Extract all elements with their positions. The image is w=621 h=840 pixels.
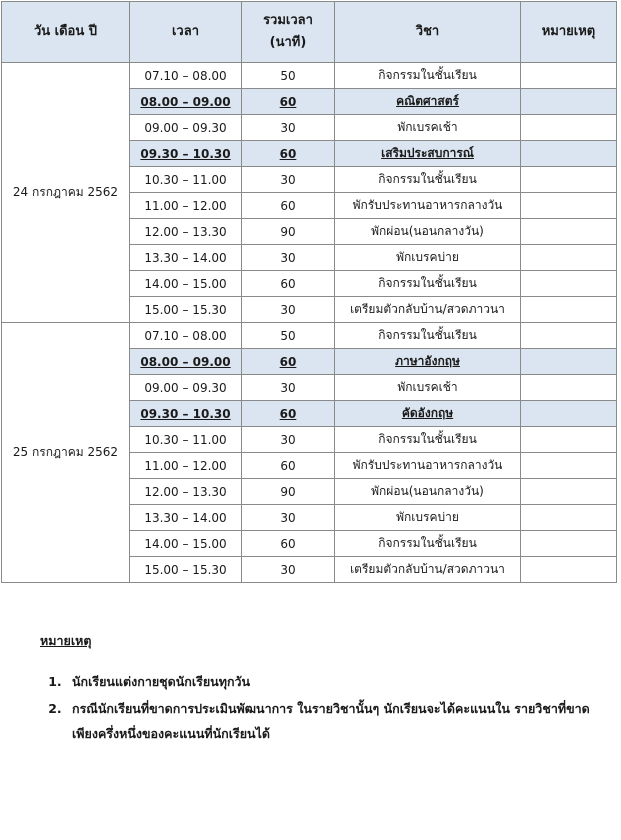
time-cell: 15.00 – 15.30 [130, 297, 242, 323]
notes-title: หมายเหตุ [40, 633, 92, 648]
minutes-cell: 30 [242, 505, 335, 531]
minutes-cell: 60 [242, 271, 335, 297]
remark-cell [521, 219, 617, 245]
table-row [2, 63, 617, 89]
header-subject: วิชา [335, 2, 521, 63]
subject-cell: กิจกรรมในชั้นเรียน [335, 427, 521, 453]
header-total-minutes [242, 2, 335, 63]
subject-cell: กิจกรรมในชั้นเรียน [335, 323, 521, 349]
minutes-cell: 60 [242, 89, 335, 115]
subject-cell: กิจกรรมในชั้นเรียน [335, 167, 521, 193]
minutes-cell: 30 [242, 297, 335, 323]
schedule-body [2, 63, 617, 583]
subject-cell: พักรับประทานอาหารกลางวัน [335, 453, 521, 479]
minutes-cell: 50 [242, 63, 335, 89]
notes-section [40, 628, 600, 748]
schedule-table [1, 1, 617, 583]
remark-cell [521, 375, 617, 401]
subject-cell: พักรับประทานอาหารกลางวัน [335, 193, 521, 219]
table-row [2, 323, 617, 349]
subject-cell: คัดอังกฤษ [335, 401, 521, 427]
subject-cell: พักเบรคบ่าย [335, 245, 521, 271]
time-cell: 13.30 – 14.00 [130, 245, 242, 271]
subject-cell: พักเบรคบ่าย [335, 505, 521, 531]
time-cell: 12.00 – 13.30 [130, 219, 242, 245]
time-cell: 09.00 – 09.30 [130, 115, 242, 141]
subject-cell: กิจกรรมในชั้นเรียน [335, 63, 521, 89]
time-cell: 09.30 – 10.30 [130, 141, 242, 167]
remark-cell [521, 115, 617, 141]
header-time: เวลา [130, 2, 242, 63]
subject-cell: กิจกรรมในชั้นเรียน [335, 271, 521, 297]
subject-cell: พักผ่อน(นอนกลางวัน) [335, 219, 521, 245]
subject-cell: กิจกรรมในชั้นเรียน [335, 531, 521, 557]
subject-cell: พักผ่อน(นอนกลางวัน) [335, 479, 521, 505]
minutes-cell: 30 [242, 375, 335, 401]
time-cell: 14.00 – 15.00 [130, 531, 242, 557]
time-cell: 09.30 – 10.30 [130, 401, 242, 427]
remark-cell [521, 323, 617, 349]
time-cell: 08.00 – 09.00 [130, 349, 242, 375]
subject-cell: คณิตศาสตร์ [335, 89, 521, 115]
subject-cell: เตรียมตัวกลับบ้าน/สวดภาวนา [335, 557, 521, 583]
remark-cell [521, 63, 617, 89]
minutes-cell: 60 [242, 141, 335, 167]
remark-cell [521, 427, 617, 453]
header-total-line1: รวมเวลา [263, 13, 313, 28]
minutes-cell: 60 [242, 531, 335, 557]
minutes-cell: 60 [242, 349, 335, 375]
notes-list [40, 669, 600, 746]
minutes-cell: 30 [242, 427, 335, 453]
remark-cell [521, 401, 617, 427]
remark-cell [521, 271, 617, 297]
time-cell: 15.00 – 15.30 [130, 557, 242, 583]
subject-cell: ภาษาอังกฤษ [335, 349, 521, 375]
minutes-cell: 30 [242, 557, 335, 583]
subject-cell: เตรียมตัวกลับบ้าน/สวดภาวนา [335, 297, 521, 323]
remark-cell [521, 297, 617, 323]
subject-cell: พักเบรคเช้า [335, 115, 521, 141]
minutes-cell: 50 [242, 323, 335, 349]
minutes-cell: 30 [242, 167, 335, 193]
minutes-cell: 30 [242, 115, 335, 141]
remark-cell [521, 557, 617, 583]
minutes-cell: 60 [242, 193, 335, 219]
header-date: วัน เดือน ปี [2, 2, 130, 63]
time-cell: 07.10 – 08.00 [130, 323, 242, 349]
remark-cell [521, 89, 617, 115]
date-cell: 25 กรกฎาคม 2562 [2, 323, 130, 583]
time-cell: 10.30 – 11.00 [130, 427, 242, 453]
note-item: 1. นักเรียนแต่งกายชุดนักเรียนทุกวัน [66, 669, 600, 694]
minutes-cell: 90 [242, 219, 335, 245]
remark-cell [521, 167, 617, 193]
time-cell: 07.10 – 08.00 [130, 63, 242, 89]
remark-cell [521, 453, 617, 479]
header-total-line2: (นาที) [269, 35, 307, 50]
header-remark: หมายเหตุ [521, 2, 617, 63]
remark-cell [521, 479, 617, 505]
time-cell: 11.00 – 12.00 [130, 193, 242, 219]
remark-cell [521, 505, 617, 531]
subject-cell: พักเบรคเช้า [335, 375, 521, 401]
remark-cell [521, 531, 617, 557]
time-cell: 09.00 – 09.30 [130, 375, 242, 401]
time-cell: 11.00 – 12.00 [130, 453, 242, 479]
note-item: 2. กรณีนักเรียนที่ขาดการประเมินพัฒนาการ ในรายวิชานั้นๆ นักเรียนจะได้คะแนนใน รายวิชาที่ขาดเพียงครึ่งหนึ่งของคะแนนที่นักเรียนได้ [66, 696, 600, 746]
time-cell: 12.00 – 13.30 [130, 479, 242, 505]
date-cell: 24 กรกฎาคม 2562 [2, 63, 130, 323]
time-cell: 08.00 – 09.00 [130, 89, 242, 115]
remark-cell [521, 245, 617, 271]
minutes-cell: 60 [242, 453, 335, 479]
time-cell: 14.00 – 15.00 [130, 271, 242, 297]
minutes-cell: 30 [242, 245, 335, 271]
minutes-cell: 60 [242, 401, 335, 427]
remark-cell [521, 349, 617, 375]
subject-cell: เสริมประสบการณ์ [335, 141, 521, 167]
time-cell: 13.30 – 14.00 [130, 505, 242, 531]
remark-cell [521, 193, 617, 219]
time-cell: 10.30 – 11.00 [130, 167, 242, 193]
remark-cell [521, 141, 617, 167]
minutes-cell: 90 [242, 479, 335, 505]
header-row [2, 2, 617, 63]
